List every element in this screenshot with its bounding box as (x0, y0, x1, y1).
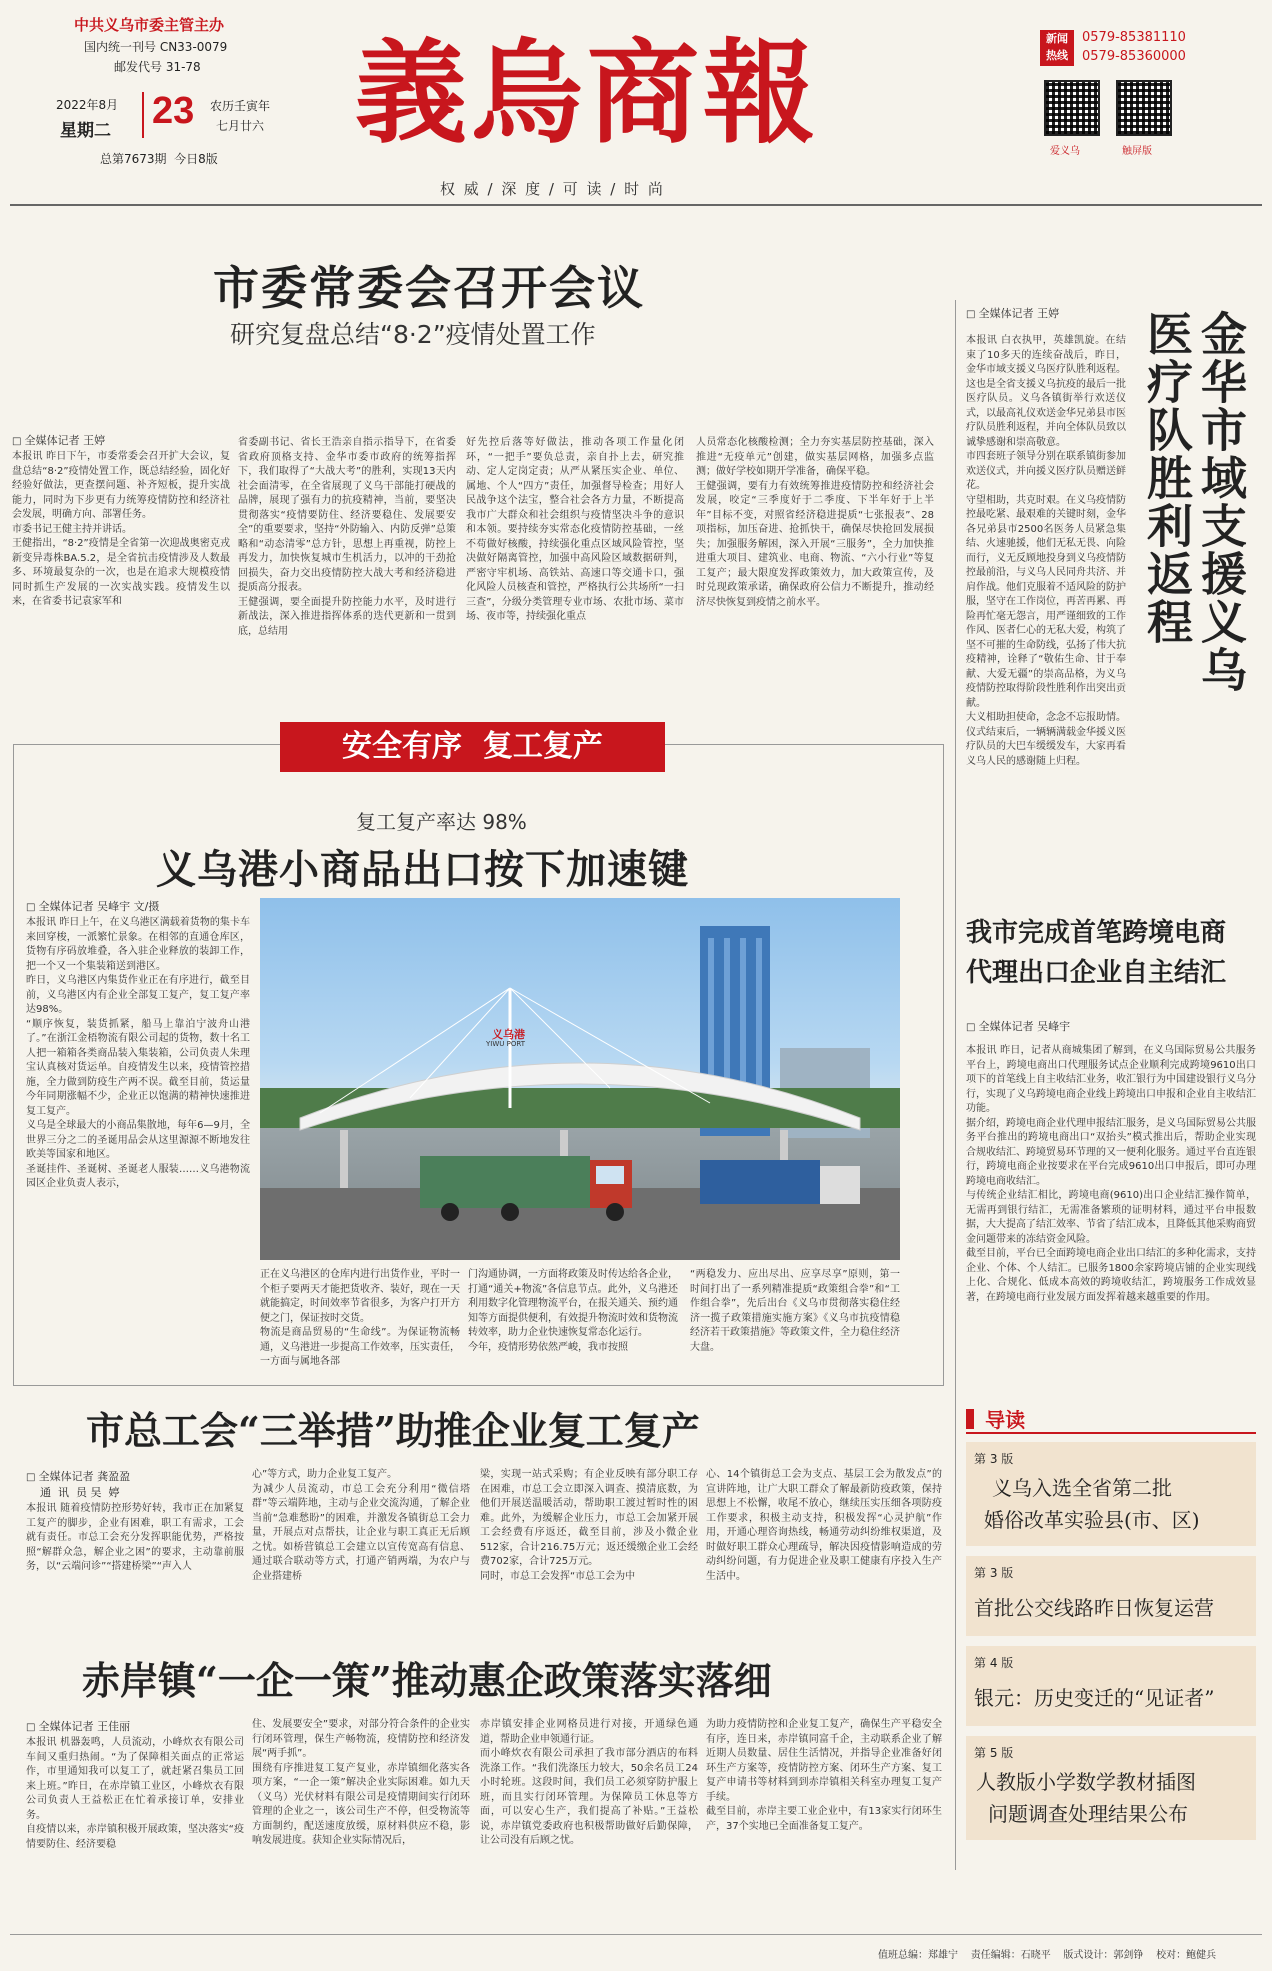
date-day: 23 (152, 90, 195, 132)
guide-item-3[interactable] (966, 1646, 1256, 1726)
lead-col-4: 人员常态化核酸检测；全力夯实基层防控基础，深入推进“无疫单元”创建，做实基层网格，加强多点监测；做好学校如期开学准备，确保平稳。 王健强调，要有力有效统筹推进疫情防控和经济社会发展，咬定“三季度好于二季度、下半年好于上半年”目标不变，对照省经济稳进提质“七张报表”、28项指标，加压奋进、抢抓快干，确保尽快抢回发展损失；加强服务解困，深入开展“三服务”，全力加快推进重大项目、建筑业、电商、物流、“六小行业”等复工复产；最大限度发挥政策效力，加大政策宣传，及时兑现政策承诺，确保政府公信力不断提升，推动经济尽快恢复到疫情之前水平。 (696, 437, 934, 608)
issue-info: 总第7673期 今日8版 (100, 152, 218, 166)
lead-col-2: 省委副书记、省长王浩亲自指示指导下，在省委省政府顶格支持、金华市委市政府的统筹指挥下，我们取得了“大战大考”的胜利，实现13天内社会面清零，在全省展现了义乌干部能打硬战的品牌，展现了强有力的抗疫精神，当前，要坚决贯彻落实“疫情要防住、经济要稳住、发展要安全”的重要要求，坚持“外防输入、内防反弹”总策略和“动态清零”总方针，思想上再重视，防控上再发力，加快恢复城市生机活力，以冲的干劲抢回损失，奋力交出疫情防控大战大考和经济稳进提质高分报表。 王健强调，要全面提升防控能力水平，及时进行新战法，深入推进指挥体系的迭代更新和一贯到底，总结用 (238, 437, 456, 637)
feature-kicker: 复工复产率达 98% (356, 810, 527, 834)
right-column-divider (955, 300, 956, 1870)
union-reporter-2: 通 讯 员 吴 婷 (40, 1486, 120, 1499)
qr-label-app: 爱义乌 (1050, 146, 1080, 157)
date-weekday: 星期二 (60, 121, 111, 141)
guide-header-label: 导读 (985, 1408, 1026, 1432)
lead-headline[interactable]: 市委常委会召开会议 (213, 261, 645, 315)
right-story-reporter: □ 全媒体记者 王婷 (966, 305, 1059, 321)
lead-col-1: 本报讯 昨日下午，市委常委会召开扩大会议，复盘总结“8·2”疫情处置工作，既总结经验，固化好经验好做法，更查摆问题、补齐短板，提升实战能力，同时为下步更有力统筹疫情防控和经济社会发展，明确方向、部署任务。 市委书记王健主持并讲话。 王健指出，“8·2”疫情是全省第一次迎战奥密克戎新变异毒株BA.5.2，是全省抗击疫情涉及人数最多、环境最复杂的一次，也是在追求大规模疫情同时抓生产发展的一次实战实践。疫情发生以来，在省委书记袁家军和 (12, 451, 230, 607)
feature-col-3: 门沟通协调，一方面将政策及时传达给各企业，打通“通关+物流”各信息节点。此外，义乌港还利用数字化管理物流平台，在报关通关、预约通知等方面提供便利，有效提升物流时效和货物流转效率，助力企业快速恢复常态化运行。 今年，疫情形势依然严峻，我市按照 (468, 1269, 678, 1353)
guide-item-3-page: 第 4 版 (974, 1656, 1014, 1670)
chian-col-1: 本报讯 机器轰鸣，人员流动，小峰炊衣有限公司车间又重归热闹。“为了保障相关面点的正常运作，市里通知我可以复工了，就赶紧召集员工回来上班。”昨日，在赤岸镇工业区，小峰炊衣有限公司负责人王益松正在忙着承接订单，安排业务。 自疫情以来，赤岸镇积极开展政策，坚决落实“疫情要防住、经济要稳 (26, 1737, 244, 1850)
lunar-day: 七月廿六 (216, 119, 265, 133)
guide-item-4-line2: 问题调查处理结果公布 (988, 1802, 1188, 1826)
hotline-label-2: 热线 (1046, 49, 1068, 62)
feature-banner (280, 722, 665, 772)
phone-2: 0579-85360000 (1082, 49, 1186, 64)
port-sign: 义乌港 (492, 1028, 525, 1041)
lead-story (0, 210, 950, 700)
lead-subhead: 研究复盘总结“8·2”疫情处置工作 (230, 320, 596, 349)
newspaper-title: 義烏商報 (355, 28, 819, 159)
guide-item-2[interactable] (966, 1556, 1256, 1636)
cross-border-reporter: □ 全媒体记者 吴峰宇 (966, 1018, 1070, 1034)
guide-item-2-line1: 首批公交线路昨日恢复运营 (974, 1596, 1214, 1620)
cn-code: 国内统一刊号 CN33-0079 (84, 40, 228, 54)
feature-headline[interactable]: 义乌港小商品出口按下加速键 (156, 846, 689, 893)
union-col-1: 本报讯 随着疫情防控形势好转，我市正在加紧复工复产的脚步，企业有困难，职工有需求，工会就有责任。市总工会充分发挥职能优势，严格按照“解群众急，解企业之困”的要求，主动靠前服务，以“云端问诊”“搭建桥梁”“声入人 (26, 1503, 244, 1572)
union-col-3: 梁，实现一站式采购；有企业反映有部分职工存在困难，市总工会立即深入调查、摸清底数，为他们开展送温暖活动，帮助职工渡过暂时性的困难。此外，为缓解企业压力，市总工会加紧开展工会经费有序返还，截至目前，涉及小微企业512家，合计216.75万元；返还缓缴企业工会经费702家，合计725万元。 同时，市总工会发挥“市总工会为中 (480, 1469, 698, 1582)
phone-1: 0579-85381110 (1082, 30, 1186, 45)
right-story-body-bottom (966, 704, 1256, 890)
guide-item-3-line1: 银元：历史变迁的“见证者” (974, 1686, 1215, 1710)
union-reporter-1: □ 全媒体记者 龚盈盈 (26, 1468, 130, 1484)
hotline-label-1: 新闻 (1046, 32, 1068, 45)
qr-code-mobile[interactable] (1116, 80, 1172, 136)
chian-col-4: 为助力疫情防控和企业复工复产，确保生产平稳安全有序，连日来，赤岸镇同富千企，主动联系企业了解近期人员数量、居住生活情况，并指导企业准备好闭环生产方案等，疫情防控方案、闭环生产方案、复工复产申请书等材料到到赤岸镇相关科室办理复工复产手续。 截至目前，赤岸主要工业企业中，有13家实行闭环生产，37个实地已全面准备复工复产。 (706, 1719, 942, 1832)
guide-item-1[interactable] (966, 1442, 1256, 1546)
guide-item-2-page: 第 3 版 (974, 1566, 1014, 1580)
chian-reporter: □ 全媒体记者 王佳丽 (26, 1718, 130, 1734)
guide-header-marker (966, 1409, 974, 1429)
guide-item-1-line1: 义乌入选全省第二批 (992, 1476, 1172, 1500)
masthead (0, 0, 1272, 210)
lead-reporter: □ 全媒体记者 王婷 (12, 432, 105, 448)
guide-item-4-line1: 人教版小学数学教材插图 (976, 1770, 1196, 1794)
guide-item-4[interactable] (966, 1736, 1256, 1840)
union-col-2: 心”等方式，助力企业复工复产。 为减少人员流动，市总工会充分利用“微信塔群”等云端阵地，主动与企业交流沟通，了解企业当前“急难愁盼”的困难，并激发各镇街总工会力量，开展点对点帮扶，让企业与职工真正无后顾之忧。如桥营镇总工会建立以宣传宽高有信息、通过联合联动等方式，打通产销两端，为农户与企业搭建桥 (252, 1469, 470, 1582)
hotline-badge (1040, 30, 1074, 66)
chian-headline[interactable]: 赤岸镇“一企一策”推动惠企政策落实落细 (82, 1658, 772, 1703)
port-photo[interactable] (260, 898, 900, 1260)
right-story-headline[interactable]: 金华市域支援义乌医疗队胜利返程 (1140, 310, 1248, 694)
union-col-4: 心、14个镇街总工会为支点、基层工会为散发点”的宣讲阵地，让广大职工群众了解最新防疫政策，保持思想上不松懈，收尾不放心，继续压实压细各项防疫工作要求，积极主动支持，积极发挥“心灵护航”作用，开通心理咨询热线，畅通劳动纠纷维权渠道，及时做好职工群众心理疏导，解决因疫情影响造成的劳动纠纷问题，有力促进企业及职工健康有序投入生产生活中。 (706, 1469, 942, 1582)
day-divider (142, 92, 144, 138)
date-year-month: 2022年8月 (56, 98, 119, 112)
chian-col-2: 住、发展要安全”要求，对部分符合条件的企业实行闭环管理，保生产畅物流，疫情防控和经济发展“两手抓”。 围绕有序推进复工复产复业，赤岸镇细化落实各项方案，“一企一策”解决企业实际困难。如九天（义乌）光伏材料有限公司是疫情期间实行闭环管理的企业之一，该公司生产不停，但受物流等方面制约，配送速度放缓，原材料供应不稳，影响发展进度。获知企业实际情况后， (252, 1719, 470, 1846)
guide-item-1-line2: 婚俗改革实验县(市、区) (984, 1508, 1200, 1532)
chian-col-3: 赤岸镇安排企业网格员进行对接，开通绿色通道，帮助企业申领通行证。 而小峰炊衣有限公司承担了我市部分酒店的布料洗涤工作。“我们洗涤压力较大，50余名员工24小时轮班。这段时间，我们员工必须穿防护服上班，而且实行闭环管理。为保障员工休息等方面，可以安心生产，我们提高了补贴。”王益松说，赤岸镇党委政府也积极帮助做好后勤保障，让公司没有后顾之忧。 (480, 1719, 698, 1846)
guide-item-4-page: 第 5 版 (974, 1746, 1014, 1760)
lunar-year: 农历壬寅年 (210, 99, 271, 113)
feature-col-1: 本报讯 昨日上午，在义乌港区满载着货物的集卡车来回穿梭，一派繁忙景象。在相邻的直通仓库区，货物有序码放堆叠，各入驻企业释放的装卸工作，把一个又一个集装箱送到港区。 昨日，义乌港区内集货作业正在有序进行，截至目前，义乌港区内有企业全部复工复产，复工复产率达98%。 “顺序恢复，装货抓紧，船马上靠泊宁波舟山港了。”在浙江金梧物流有限公司起的货物，数十名工人把一箱箱各类商品装入集装箱，公司负责人朱理宝认真核对货运单。自疫情发生以来，疫情管控措施，全力做到防疫生产两不误。截至目前，货运量今年同期涨幅不少，企业正以饱满的精神快速推进复工复产。 义乌是全球最大的小商品集散地，每年6—9月，全世界三分之二的圣诞用品会从这里源源不断地发往欧美等国家和地区。 圣诞挂件、圣诞树、圣诞老人服装……义乌港物流园区企业负责人表示， (26, 917, 250, 1189)
feature-col-4: “两稳发力、应出尽出、应享尽享”原则，第一时间打出了一系列精准提质“政策组合拳”和“工作组合拳”，先后出台《义乌市贯彻落实稳住经济一揽子政策措施实施方案》《义乌市抗疫情稳经济若干政策措施》等政策文件，全力稳住经济大盘。 (690, 1269, 900, 1353)
postal-code: 邮发代号 31-78 (114, 60, 201, 74)
feature-col-2: 正在义乌港区的仓库内进行出货作业，平时一个柜子要两天才能把货收齐、装好，现在一天就能搞定，时间效率节省很多，为客户打开方便之门，保证按时交货。 物流是商品贸易的“生命线”。为保证物流畅通，义乌港进一步提高工作效率，压实责任，一方面与属地各部 (260, 1269, 460, 1367)
host-line: 中共义乌市委主管主办 (74, 16, 225, 34)
lead-col-3: 好先控后落等好做法，推动各项工作量化闭环，“一把手”要负总责，亲自扑上去，研究推动、定人定岗定责；从严从紧压实企业、单位、属地、个人“四方”责任，加强督导检查；用好人民战争这个法宝，整合社会各方力量，不断提高我市广大群众和社会组织与疫情坚决斗争的意识和本领。要持续夯实常态化疫情防控基础，一丝不苟做好核酸，持续强化重点区域风险管控，坚决做好隔离管控，加强中高风险区域数据研判，严密守牢机场、高铁站、高速口等交通卡口，强化风险人员核查和管控，严格执行公共场所“一扫三查”，分级分类管理专业市场、农批市场、菜市场、夜市等，持续强化重点 (466, 437, 684, 622)
union-headline[interactable]: 市总工会“三举措”助推企业复工复产 (86, 1408, 700, 1453)
footer-credits: 值班总编：郑雄宁 责任编辑：石晓平 版式设计：郭剑铮 校对：鲍健兵 (878, 1950, 1217, 1961)
cross-border-headline-2[interactable]: 代理出口企业自主结汇 (966, 958, 1227, 988)
right-story-body: 本报讯 白衣执甲，英雄凯旋。在结束了10多天的连续奋战后，昨日，金华市域支援义乌医疗队胜利返程。这也是全省支援义乌抗疫的最后一批医疗队员。义乌各镇街举行欢送仪式，以最高礼仪欢送金华兄弟县市医疗队员胜利返程，并向全体队员致以诚挚感谢和崇高敬意。 市四套班子领导分别在联系镇街参加欢送仪式，并向援义医疗队员赠送鲜花。 守望相助，共克时艰。在义乌疫情防控最吃紧、最艰难的关键时刻，金华各兄弟县市2500名医务人员紧急集结、火速驰援，他们无私无畏、向险而行，义无反顾地投身到义乌疫情防控最前沿，与义乌人民同舟共济、并肩作战。他们克服着不适风险的防护服，坚守在工作岗位，再苦再累、再险再忙毫无怨言，用严谨细致的工作作风、医者仁心的无私大爱，构筑了坚不可摧的生命防线，弘扬了伟大抗疫精神，诠释了“敬佑生命、甘于奉献、大爱无疆”的崇高品格，为义乌疫情防控取得阶段性胜利作出突出贡献。 大义相助担使命，念念不忘报助情。仪式结束后，一辆辆满载金华援义医疗队员的大巴车缓缓发车，大家再看义乌人民的感谢随上归程。 (966, 335, 1126, 767)
feature-reporter: □ 全媒体记者 吴峰宇 文/摄 (26, 898, 159, 914)
guide-item-1-page: 第 3 版 (974, 1452, 1014, 1466)
slogan: 权 威 / 深 度 / 可 读 / 时 尚 (440, 180, 665, 198)
cross-border-headline-1[interactable]: 我市完成首笔跨境电商 (966, 918, 1227, 948)
guide-header (966, 1404, 1256, 1434)
feature-banner-text: 安全有序 复工复产 (342, 729, 603, 764)
masthead-rule (10, 204, 1262, 206)
qr-label-mobile: 触屏版 (1122, 146, 1152, 157)
footer-rule (10, 1934, 1262, 1935)
cross-border-body: 本报讯 昨日，记者从商城集团了解到，在义乌国际贸易公共服务平台上，跨境电商出口代理服务试点企业顺利完成跨境9610出口项下的首笔线上自主收结汇业务，收汇银行为中国建设银行义乌分行，实现了义乌跨境电商企业线上跨境出口申报和企业自主收结汇功能。 据介绍，跨境电商企业代理申报结汇服务，是义乌国际贸易公共服务平台推出的跨境电商出口“双抬头”模式推出后，帮助企业实现合规收结汇、跨境贸易环节理的又一便利化服务。通过平台直连银行，跨境电商企业按要求在平台完成9610出口申报后，即可办理跨境电商收结汇。 与传统企业结汇相比，跨境电商(9610)出口企业结汇操作简单，无需再到银行结汇，无需准备繁琐的证明材料，通过平台申报数据，大大提高了结汇效率、节省了结汇成本，且降低其他采购商贸金问题带来的冻结资金风险。 截至目前，平台已全面跨境电商企业出口结汇的多种化需求，支持企业、个体、个人结汇。已服务1800余家跨境店铺的企业实现线上化、合规化、低成本高效的跨境收结汇，跨境服务工作成效显著，在跨境电商行业发展方面发挥着越来越重要的作用。 (966, 1045, 1256, 1303)
qr-code-app[interactable] (1044, 80, 1100, 136)
port-photo-graphic (260, 898, 900, 1260)
port-sign-en: YIWU PORT (486, 1040, 525, 1048)
